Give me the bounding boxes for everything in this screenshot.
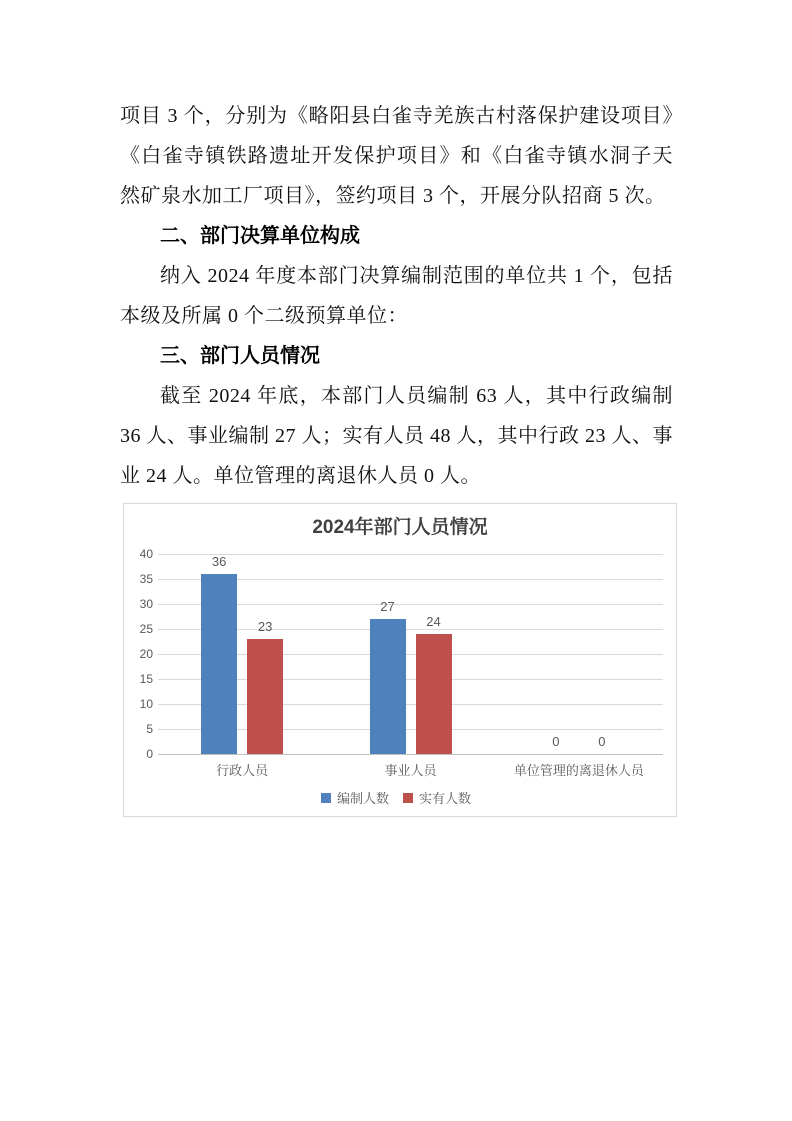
legend-label-series2: 实有人数	[419, 791, 472, 806]
x-axis-line	[158, 754, 663, 755]
y-axis-tick-label: 5	[146, 722, 153, 736]
bar-value-label: 27	[380, 599, 395, 614]
y-axis-tick-label: 0	[146, 747, 153, 761]
heading-section-2: 二、部门决算单位构成	[160, 225, 360, 247]
heading-section-3: 三、部门人员情况	[160, 345, 320, 367]
x-axis-category-label: 行政人员	[216, 763, 269, 778]
bar-series2	[247, 639, 283, 754]
legend-swatch-series2	[403, 793, 413, 803]
y-axis-tick-label: 15	[139, 672, 153, 686]
bar-series1	[370, 619, 406, 754]
bar-value-label: 0	[552, 734, 560, 749]
y-axis-tick-label: 40	[139, 547, 153, 561]
document-text-block	[120, 96, 673, 496]
bar-value-label: 0	[598, 734, 606, 749]
y-axis-tick-label: 10	[139, 697, 153, 711]
legend-swatch-series1	[321, 793, 331, 803]
bar-series1	[201, 574, 237, 754]
x-axis-category-label: 单位管理的离退休人员	[513, 763, 644, 778]
paragraph-budget-units: 纳入 2024 年度本部门决算编制范围的单位共 1 个，包括本级及所属 0 个二级预算单位：	[120, 265, 673, 327]
legend-label-series1: 编制人数	[336, 791, 389, 806]
bar-series2	[416, 634, 452, 754]
y-axis-tick-label: 30	[139, 597, 153, 611]
bar-value-label: 23	[257, 619, 273, 634]
chart-title: 2024年部门人员情况	[312, 517, 488, 538]
y-axis-tick-label: 35	[139, 572, 153, 586]
chart-legend	[124, 788, 676, 807]
y-axis-tick-label: 25	[139, 622, 153, 636]
bar-value-label: 24	[426, 614, 441, 629]
paragraph-projects: 项目 3 个，分别为《略阳县白雀寺羌族古村落保护建设项目》《白雀寺镇铁路遗址开发保护项目》和《白雀寺镇水洞子天然矿泉水加工厂项目》，签约项目 3 个，开展分队招商 5 次。	[120, 105, 673, 207]
personnel-bar-chart	[123, 503, 677, 817]
y-axis-tick-label: 20	[139, 647, 153, 661]
x-axis-category-label: 事业人员	[384, 763, 437, 778]
bar-value-label: 36	[211, 554, 227, 569]
paragraph-personnel: 截至 2024 年底，本部门人员编制 63 人，其中行政编制 36 人、事业编制 27 人；实有人员 48 人，其中行政 23 人、事业 24 人。单位管理的离退休人员 0 人。	[120, 385, 673, 487]
